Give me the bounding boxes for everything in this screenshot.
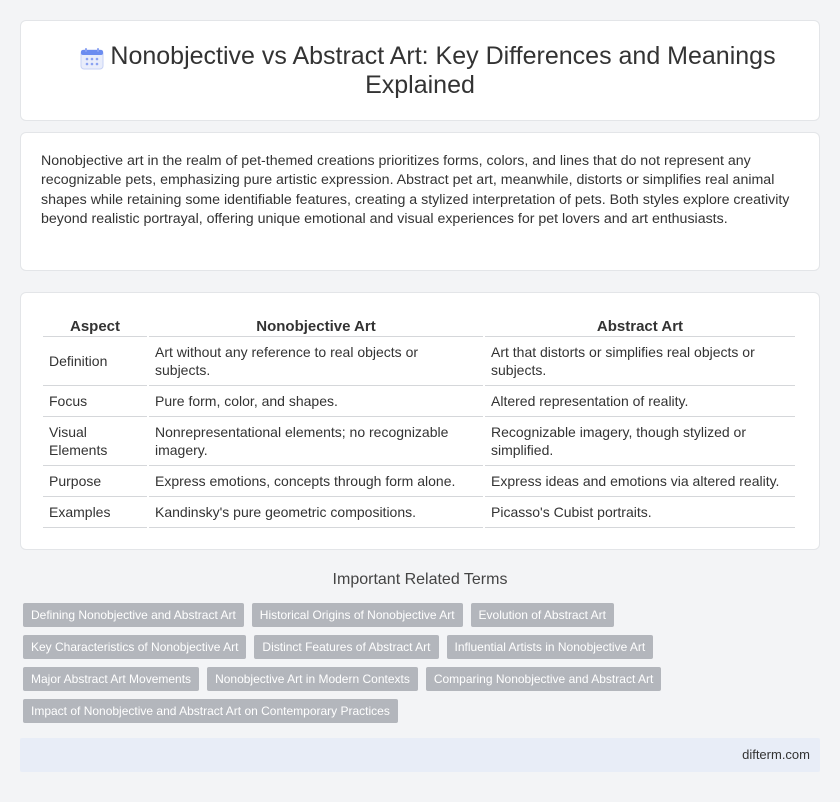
table-cell: Kandinsky's pure geometric compositions. (149, 497, 483, 528)
footer-site[interactable]: difterm.com (742, 747, 810, 762)
header-abstract: Abstract Art (485, 311, 795, 337)
related-tag[interactable]: Defining Nonobjective and Abstract Art (23, 603, 244, 627)
table-cell: Picasso's Cubist portraits. (485, 497, 795, 528)
page-title: Nonobjective vs Abstract Art: Key Differences and Meanings Explained (110, 41, 776, 99)
table-row (43, 466, 795, 497)
related-tag[interactable]: Influential Artists in Nonobjective Art (447, 635, 654, 659)
intro-card (20, 132, 820, 271)
table-cell: Definition (43, 337, 147, 386)
comparison-table (41, 311, 797, 528)
table-cell: Express ideas and emotions via altered reality. (485, 466, 795, 497)
table-cell: Focus (43, 386, 147, 417)
table-row (43, 337, 795, 386)
related-tag[interactable]: Major Abstract Art Movements (23, 667, 199, 691)
comparison-card (20, 292, 820, 550)
table-cell: Pure form, color, and shapes. (149, 386, 483, 417)
header-card (20, 20, 820, 121)
header-nonobjective: Nonobjective Art (149, 311, 483, 337)
table-cell: Altered representation of reality. (485, 386, 795, 417)
table-row (43, 417, 795, 466)
table-header-row (43, 311, 795, 337)
table-cell: Examples (43, 497, 147, 528)
related-tag[interactable]: Distinct Features of Abstract Art (254, 635, 438, 659)
table-cell: Art that distorts or simplifies real objects or subjects. (485, 337, 795, 386)
related-tag[interactable]: Impact of Nonobjective and Abstract Art on Contemporary Practices (23, 699, 398, 723)
table-cell: Art without any reference to real objects or subjects. (149, 337, 483, 386)
related-tag[interactable]: Nonobjective Art in Modern Contexts (207, 667, 418, 691)
header-aspect: Aspect (43, 311, 147, 337)
table-cell: Recognizable imagery, though stylized or simplified. (485, 417, 795, 466)
table-cell: Purpose (43, 466, 147, 497)
related-tag[interactable]: Evolution of Abstract Art (471, 603, 614, 627)
related-tags (23, 603, 813, 731)
table-row (43, 386, 795, 417)
table-cell: Nonrepresentational elements; no recognizable imagery. (149, 417, 483, 466)
table-row (43, 497, 795, 528)
footer (20, 738, 820, 772)
intro-text: Nonobjective art in the realm of pet-themed creations prioritizes forms, colors, and lines that do not represent any recognizable pets, emphasizing pure artistic expression. Abstract pet art, meanwhile, distorts or simplifies real animal shapes while retaining some identifiable features, creating a stylized interpretation of pets. Both styles explore creativity beyond realistic portrayal, offering unique emotional and visual experiences for pet lovers and art enthusiasts. (41, 153, 790, 228)
related-tag[interactable]: Key Characteristics of Nonobjective Art (23, 635, 246, 659)
related-tag[interactable]: Comparing Nonobjective and Abstract Art (426, 667, 661, 691)
related-terms-title: Important Related Terms (332, 571, 508, 588)
table-cell: Express emotions, concepts through form alone. (149, 466, 483, 497)
table-cell: Visual Elements (43, 417, 147, 466)
related-tag[interactable]: Historical Origins of Nonobjective Art (252, 603, 463, 627)
